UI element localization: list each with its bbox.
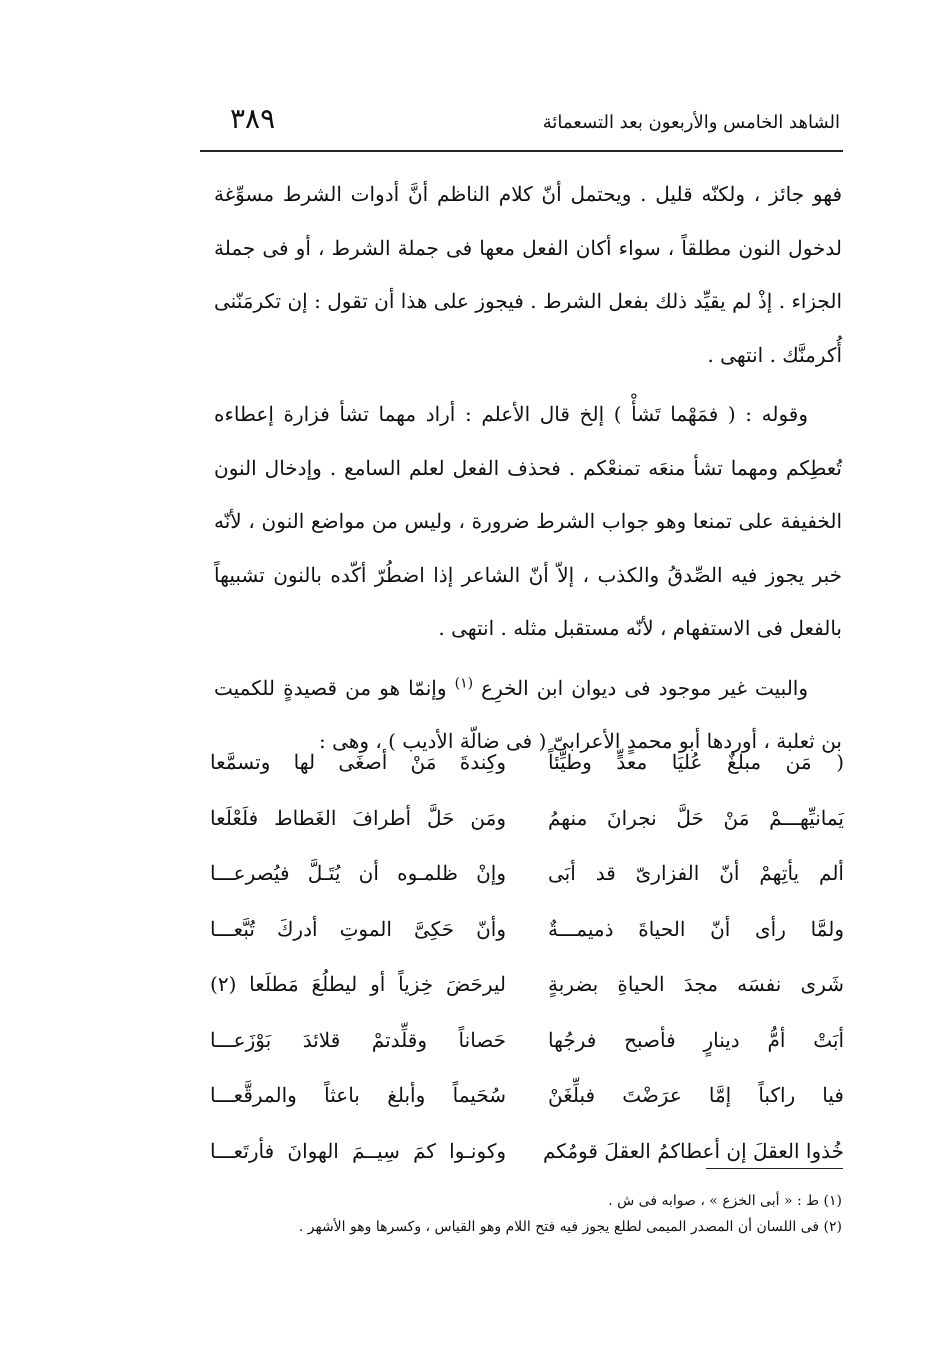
second-hemistich: ليرحَضَ خِزياً أو ليطلُعَ مَطلَعا (٢) [210, 972, 506, 996]
second-hemistich: سُحَيماً وأبلغ باعثاً والمرقَّعـــا [210, 1083, 506, 1107]
first-hemistich: خُذوا العقلَ إن أعطاكمُ العقلَ قومُكم [542, 1138, 844, 1163]
poem-verse [210, 853, 844, 909]
text-line: يجوز فيه الصِّدقُ والكذب ، إلاّ أنّ الشاعر إذا اضطُرّ أكّده بالنون تشبيهاً بالفعل [214, 562, 842, 640]
second-hemistich: وأنّ حَكِىَّ الموتِ أدركَ تُبَّعـــا [210, 916, 506, 941]
first-hemistich: ألم يأتِهمْ أنّ الفزارىّ قد أبَى [548, 861, 844, 885]
second-hemistich: وكونـوا كمَ سِيــمَ الهوانَ فأرتَعـــا [210, 1138, 506, 1163]
first-hemistich: فيا راكباً إمَّا عرَضْتَ فبلِّغَنْ [548, 1083, 844, 1107]
text-line: تُعطِكم ومهما تشأ منعَه تمنعْكم . فحذف الفعل لعلم السامع . وإدخال النون [214, 455, 842, 480]
paragraph-1 [214, 168, 842, 382]
text-line: انتهى . [707, 342, 764, 367]
running-title: الشاهد الخامس والأربعون بعد التسعمائة [542, 112, 840, 133]
text-line: الخفيفة على تمنعا وهو جواب الشرط ضرورة ، وليس من مواضع النون ، لأنّه خبر [214, 509, 842, 587]
poem-verse [210, 1075, 844, 1131]
paragraph-2 [214, 388, 842, 656]
first-hemistich: ولمَّا رأى أنّ الحياةَ ذميمـــةٌ [548, 916, 844, 941]
second-hemistich: حَصاناً وقلِّدتمْ قلائدَ بَوْزَعـــا [210, 1027, 506, 1052]
text-line: فى الاستفهام ، لأنّه مستقبل مثله . انتهى . [438, 616, 783, 640]
text-line: إذْ لم يقيِّد ذلك بفعل الشرط . فيجوز على هذا أن تقول : إن تكرمَنّنى أُكرمنَّك . [214, 289, 842, 367]
poem-verse [210, 1131, 844, 1187]
first-hemistich: ( مَن مبلغٌ عُليَا معدٍّ وطيِّئاً [548, 750, 844, 774]
poem-verse [210, 798, 844, 854]
page-header [200, 100, 840, 144]
footnote-divider [706, 1168, 843, 1169]
body-text [214, 168, 842, 769]
poem [210, 742, 844, 1186]
text-line: فهو جائز ، ولكنّه قليل . ويحتمل أنّ كلام الناظم أنَّ أدوات الشرط مسوِّغة [214, 182, 842, 206]
footnotes [210, 1188, 842, 1240]
poem-verse [210, 964, 844, 1020]
first-hemistich: يَمانيِّهـــمْ مَنْ حَلَّ نجرانَ منهمُ [548, 805, 844, 830]
second-hemistich: وإنْ ظلمـوه أن يُتَـلَّ فيُصرعـــا [210, 861, 506, 885]
poem-verse [210, 742, 844, 798]
poem-verse [210, 909, 844, 965]
second-hemistich: وكِندةَ مَنْ أصغَى لها وتسمَّعا [210, 750, 506, 774]
text-line: والبيت غير موجود فى ديوان ابن الخرِع [481, 675, 809, 700]
first-hemistich: شَرى نفسَه مجدَ الحياةِ بضربةٍ [548, 972, 844, 996]
text-line: للكميت بن ثعلبة ، أوردها أبو محمدٍ الأعرابىّ ( فى ضالّة الأديب ) ، وهى : [214, 675, 842, 753]
first-hemistich: أبَتْ أمُّ دينارٍ فأصبح فرجُها [548, 1027, 844, 1052]
footnote-ref-1: (١) [454, 674, 474, 691]
page-number: ٣٨٩ [230, 102, 276, 135]
footnote-2: (٢) فى اللسان أن المصدر الميمى لطلع يجوز فيه فتح اللام وهو القياس ، وكسرها وهو الأشهر . [298, 1219, 842, 1235]
text-line: وإنمّا هو من قصيدةٍ [283, 675, 447, 700]
poem-verse [210, 1020, 844, 1076]
second-hemistich: ومَن حَلَّ أطرافَ الغَطاط فلَعْلَعا [210, 805, 506, 830]
footnote-1: (١) ط : « أبى الخزع » ، صوابه فى ش . [608, 1193, 842, 1209]
header-divider [200, 150, 843, 152]
text-line: لدخول النون مطلقاً ، سواء أكان الفعل معها فى جملة الشرط ، أو فى جملة الجزاء . [214, 235, 842, 313]
text-line: وقوله : ( فمَهْما تَشأْ ) إلخ قال الأعلم : أراد مهما تشأ فزارة إعطاءه [214, 402, 808, 426]
